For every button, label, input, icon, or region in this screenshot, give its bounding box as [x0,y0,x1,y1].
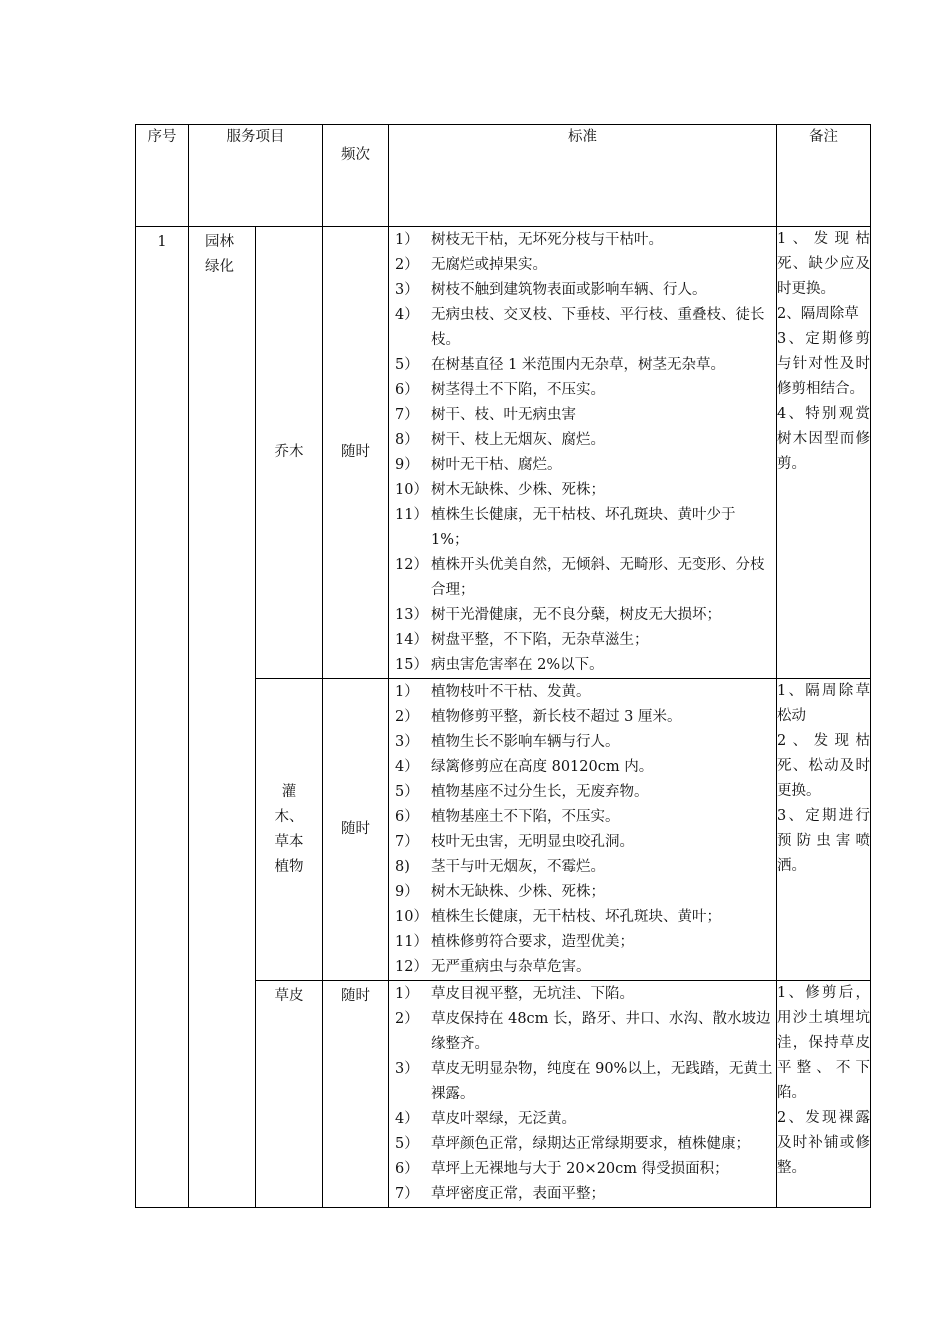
list-item: 5） 植物基座不过分生长，无废弃物。 [395,784,649,800]
section-freq-turf: 随时 [323,981,389,1208]
list-item: 1） 草皮目视平整，无坑洼、下陷。 [395,986,634,1002]
section-standard-arbor [389,227,777,679]
standard-list-shrub [389,679,776,980]
list-item: 4） 草皮叶翠绿，无泛黄。 [395,1111,576,1127]
category-label: 园林绿化 [205,234,234,275]
list-item: 11） 植株生长健康，无干枯枝、坏孔斑块、黄叶少于 1%； [395,507,736,548]
remark-item: 2、发现裸露及时补铺或修整。 [777,1110,870,1176]
list-item: 5） 草坪颜色正常，绿期达正常绿期要求，植株健康； [395,1136,750,1152]
service-standard-table [135,124,871,1208]
list-item: 7） 草坪密度正常，表面平整； [395,1186,605,1202]
row-category [189,227,256,1208]
list-item: 6） 草坪上无裸地与大于 20×20cm 得受损面积； [395,1161,729,1177]
list-item: 12） 无严重病虫与杂草危害。 [395,959,591,975]
list-item: 10） 植株生长健康，无干枯枝、坏孔斑块、黄叶； [395,909,721,925]
list-item: 13） 树干光滑健康，无不良分蘖，树皮无大损坏； [395,607,721,623]
remark-item: 1、发现枯死、缺少应及时更换。 [777,231,870,297]
remark-item: 1、隔周除草松动 [777,683,870,724]
list-item: 3） 草皮无明显杂物，纯度在 90%以上，无践踏，无黄土裸露。 [395,1061,773,1102]
header-service: 服务项目 [189,125,323,227]
section-remarks-shrub [777,679,871,981]
list-item: 4） 绿篱修剪应在高度 80120cm 内。 [395,759,654,775]
section-standard-turf [389,981,777,1208]
list-item: 11） 植株修剪符合要求，造型优美； [395,934,634,950]
list-item: 6） 树茎得土不下陷，不压实。 [395,382,605,398]
section-name-arbor: 乔木 [256,227,323,679]
header-standard: 标准 [389,125,777,227]
remark-item: 2、发现枯死、松动及时更换。 [777,733,870,799]
list-item: 14） 树盘平整，不下陷，无杂草滋生； [395,632,649,648]
section-freq-arbor: 随时 [323,227,389,679]
section-freq-shrub: 随时 [323,679,389,981]
list-item: 1） 植物枝叶不干枯、发黄。 [395,684,591,700]
remark-item: 4、特别观赏树木因型而修剪。 [777,406,870,472]
list-item: 1） 树枝无干枯，无坏死分枝与干枯叶。 [395,232,663,248]
row-seq: 1 [136,227,189,1208]
section-remarks-turf [777,981,871,1208]
list-item: 4） 无病虫枝、交叉枝、下垂枝、平行枝、重叠枝、徒长枝。 [395,307,765,348]
list-item: 9） 树叶无干枯、腐烂。 [395,457,562,473]
header-freq: 频次 [323,125,389,227]
list-item: 2） 无腐烂或掉果实。 [395,257,547,273]
table-header-row [136,125,871,227]
section-name-shrub [256,679,323,981]
list-item: 2） 草皮保持在 48cm 长，路牙、井口、水沟、散水坡边缘整齐。 [395,1011,771,1052]
header-seq: 序号 [136,125,189,227]
section-standard-shrub [389,679,777,981]
list-item: 10） 树木无缺株、少株、死株； [395,482,605,498]
list-item: 9） 树木无缺株、少株、死株； [395,884,605,900]
list-item: 6） 植物基座土不下陷，不压实。 [395,809,620,825]
remark-item: 3、定期进行预防虫害喷洒。 [777,808,870,874]
list-item: 7） 枝叶无虫害，无明显虫咬孔洞。 [395,834,634,850]
table-row-arbor [136,227,871,679]
header-remark: 备注 [777,125,871,227]
remark-item: 2、隔周除草 [777,306,859,322]
list-item: 7） 树干、枝、叶无病虫害 [395,407,576,423]
list-item: 3） 植物生长不影响车辆与行人。 [395,734,620,750]
list-item: 8） 树干、枝上无烟灰、腐烂。 [395,432,605,448]
section-remarks-arbor [777,227,871,679]
standard-list-arbor [389,227,776,678]
list-item: 15） 病虫害危害率在 2%以下。 [395,657,604,673]
list-item: 8) 茎干与叶无烟灰，不霉烂。 [395,859,605,875]
list-item: 12） 植株开头优美自然，无倾斜、无畸形、无变形、分枝合理； [395,557,765,598]
list-item: 2） 植物修剪平整，新长枝不超过 3 厘米。 [395,709,682,725]
section-name-turf: 草皮 [256,981,323,1208]
list-item: 5） 在树基直径 1 米范围内无杂草，树茎无杂草。 [395,357,725,373]
list-item: 3） 树枝不触到建筑物表面或影响车辆、行人。 [395,282,707,298]
remark-item: 1、修剪后，用沙土填埋坑洼，保持草皮平整、不下陷。 [777,985,870,1101]
shrub-label: 灌木、草本植物 [274,783,304,875]
remark-item: 3、定期修剪与针对性及时修剪相结合。 [777,331,870,397]
standard-list-turf [389,981,776,1207]
